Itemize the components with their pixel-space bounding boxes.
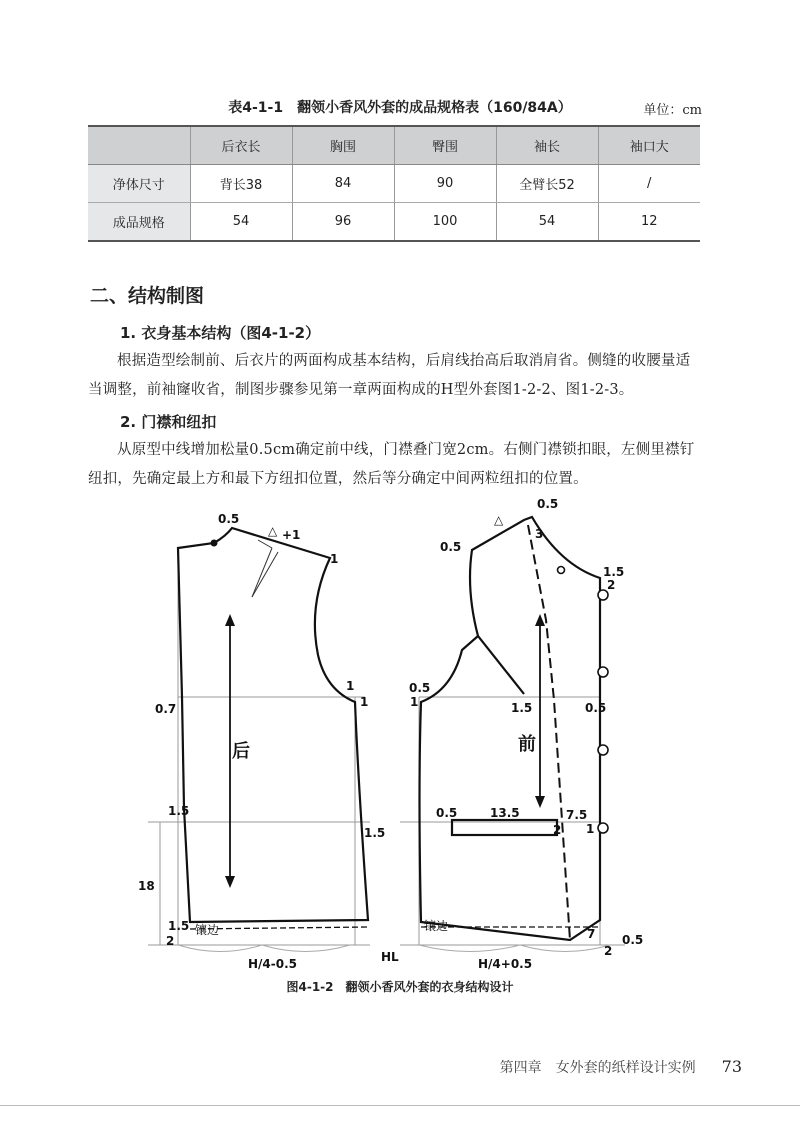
front-center-line bbox=[528, 525, 570, 940]
paragraph-1: 根据造型绘制前、后衣片的两面构成基本结构，后肩线抬高后取消肩省。侧缝的收腰量适当调整，前袖窿收省，制图步骤参见第一章两面构成的H型外套图1-2-2、图1-2-3。 bbox=[88, 353, 691, 398]
table-title: 表4-1-1 翻领小香风外套的成品规格表（160/84A） bbox=[228, 100, 572, 116]
label-front-armhole: 1 bbox=[410, 695, 419, 709]
label-armhole: 1 bbox=[346, 679, 355, 693]
back-hem-curve bbox=[178, 945, 350, 952]
label-hl: HL bbox=[381, 950, 399, 964]
table-cell: 背长38 bbox=[190, 165, 292, 203]
label-front-neck: 0.5 bbox=[537, 497, 559, 511]
label-front-hem: 0.5 bbox=[622, 933, 644, 947]
label-lapel: 3 bbox=[535, 527, 544, 541]
arrow-head-icon bbox=[535, 796, 545, 808]
paragraph-2: 从原型中线增加松量0.5cm确定前中线，门襟叠门宽2cm。右侧门襟锁扣眼，左侧里襟钉纽扣，先确定最上方和最下方纽扣位置，然后等分确定中间两粒纽扣的位置。 bbox=[88, 442, 695, 487]
arrow-head-icon bbox=[225, 614, 235, 626]
label-overlap: 1.5 bbox=[603, 565, 625, 579]
label-front-armhole: 0.5 bbox=[409, 681, 431, 695]
button-icon bbox=[598, 667, 608, 677]
label-front-width: H/4+0.5 bbox=[478, 957, 533, 971]
table-unit: 单位：cm bbox=[643, 103, 702, 118]
back-neck-point bbox=[211, 540, 218, 547]
label-pocket: 2 bbox=[553, 823, 562, 837]
label-shoulder: 1 bbox=[330, 552, 339, 566]
label-hip: 1.5 bbox=[168, 804, 190, 818]
table-header-cell: 袖长 bbox=[496, 126, 598, 165]
back-piece bbox=[178, 528, 368, 922]
table-cell: / bbox=[598, 165, 700, 203]
arrow-head-icon bbox=[535, 614, 545, 626]
front-piece bbox=[420, 517, 601, 940]
label-front-center: 0.5 bbox=[585, 701, 607, 715]
label-overlap: 2 bbox=[607, 578, 616, 592]
label-triangle: △ bbox=[268, 524, 278, 538]
bottom-rule bbox=[0, 1105, 800, 1106]
label-pocket: 7.5 bbox=[566, 808, 588, 822]
label-back-width: H/4-0.5 bbox=[248, 957, 298, 971]
subsection-title-2: 2. 门襟和纽扣 bbox=[120, 413, 217, 431]
table-cell: 84 bbox=[292, 165, 394, 203]
table-header-cell: 袖口大 bbox=[598, 126, 700, 165]
label-pocket: 0.5 bbox=[436, 806, 458, 820]
table-cell: 成品规格 bbox=[88, 203, 190, 242]
spec-table bbox=[88, 125, 700, 242]
table-cell: 全臂长52 bbox=[496, 165, 598, 203]
table-cell: 净体尺寸 bbox=[88, 165, 190, 203]
label-armhole: 1 bbox=[360, 695, 369, 709]
pattern-figure bbox=[0, 495, 800, 975]
front-hem-curve bbox=[419, 945, 610, 952]
table-header-row bbox=[88, 126, 700, 165]
buttonhole-icon bbox=[558, 567, 565, 574]
guide-lines bbox=[148, 548, 625, 945]
label-hem: 1.5 bbox=[168, 919, 190, 933]
subsection-title-1: 1. 衣身基本结构（图4-1-2） bbox=[120, 324, 321, 342]
label-pocket-width: 13.5 bbox=[490, 806, 520, 820]
label-button: 1 bbox=[586, 822, 595, 836]
label-front-hem: 7 bbox=[587, 927, 596, 941]
back-dart bbox=[252, 540, 278, 597]
label-plus1: +1 bbox=[282, 528, 301, 542]
table-header-cell: 臀围 bbox=[394, 126, 496, 165]
label-back-neck: 0.5 bbox=[218, 512, 240, 526]
table-row bbox=[88, 203, 700, 242]
page-number: 73 bbox=[721, 1057, 742, 1076]
label-back-hem: 镶边 bbox=[195, 923, 220, 937]
table-cell: 12 bbox=[598, 203, 700, 242]
label-front-hem: 2 bbox=[604, 944, 613, 958]
label-hem: 2 bbox=[166, 934, 175, 948]
table-row bbox=[88, 165, 700, 203]
label-front: 前 bbox=[518, 734, 536, 755]
table-header-cell bbox=[88, 126, 190, 165]
table-header-cell: 后衣长 bbox=[190, 126, 292, 165]
table-cell: 96 bbox=[292, 203, 394, 242]
page-footer bbox=[500, 1057, 742, 1077]
label-back: 后 bbox=[232, 741, 250, 762]
table-cell: 90 bbox=[394, 165, 496, 203]
label-hip-side: 1.5 bbox=[364, 826, 386, 840]
label-dart: 1.5 bbox=[511, 701, 533, 715]
button-icon bbox=[598, 745, 608, 755]
table-cell: 54 bbox=[496, 203, 598, 242]
figure-caption: 图4-1-2 翻领小香风外套的衣身结构设计 bbox=[286, 980, 514, 994]
label-height: 18 bbox=[138, 879, 155, 893]
section-title: 二、结构制图 bbox=[90, 285, 205, 307]
chapter-title: 第四章 女外套的纸样设计实例 bbox=[499, 1060, 696, 1076]
button-icon bbox=[598, 823, 608, 833]
table-cell: 54 bbox=[190, 203, 292, 242]
label-front-shoulder: 0.5 bbox=[440, 540, 462, 554]
table-cell: 100 bbox=[394, 203, 496, 242]
arrow-head-icon bbox=[225, 876, 235, 888]
table-header-cell: 胸围 bbox=[292, 126, 394, 165]
label-front-hem: 镶边 bbox=[424, 919, 449, 933]
label-side: 0.7 bbox=[155, 702, 177, 716]
label-triangle: △ bbox=[494, 513, 504, 527]
